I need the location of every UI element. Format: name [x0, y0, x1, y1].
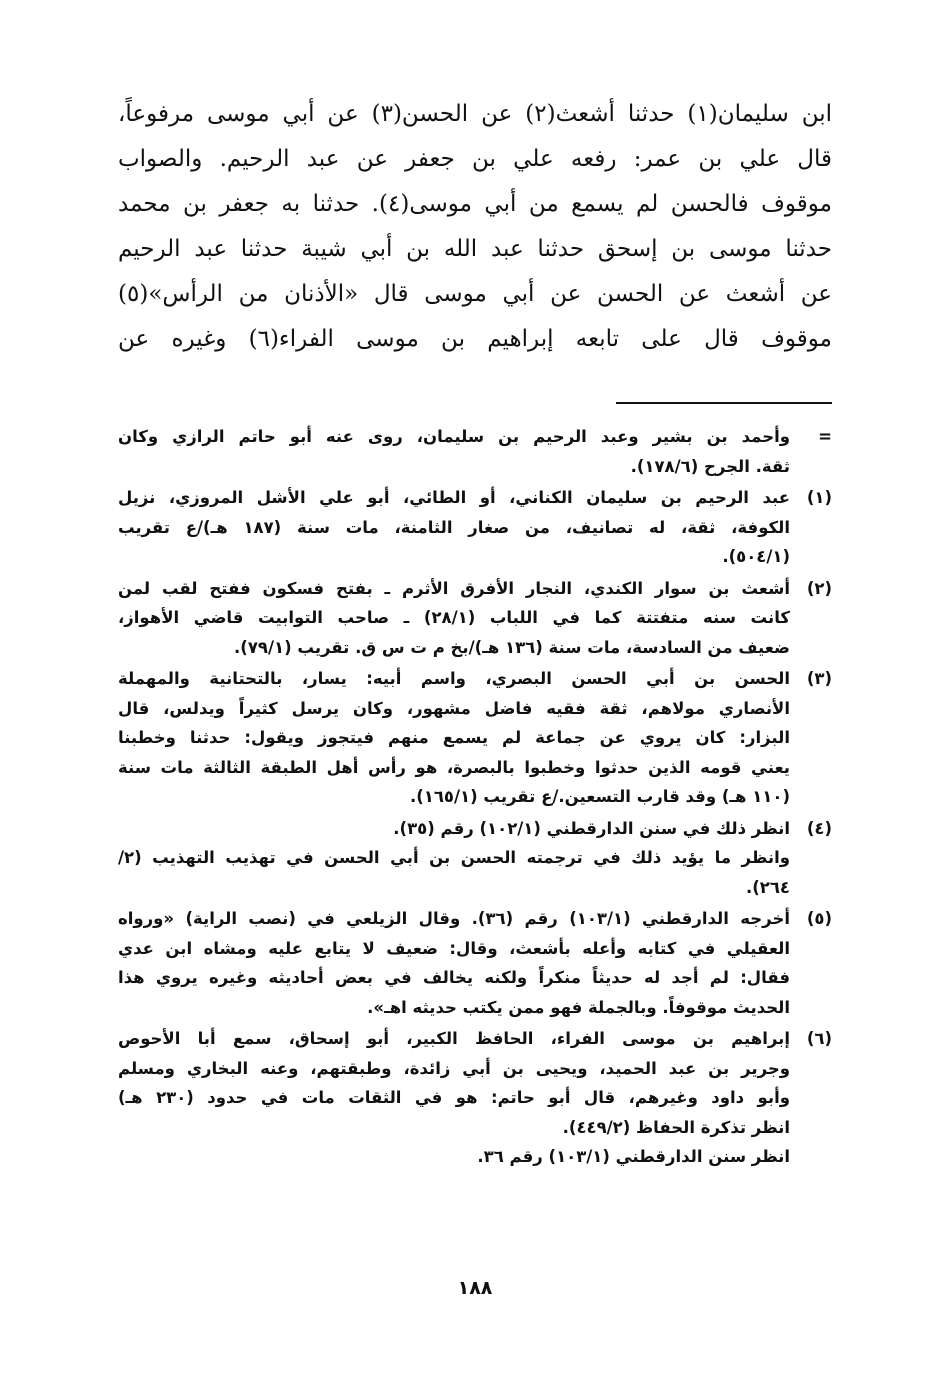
- footnote-number: (٤): [806, 818, 832, 838]
- footnote-number: (٣): [806, 669, 832, 688]
- footnote-line: إبراهيم بن موسى الفراء، الحافظ الكبير، أبو إسحاق، سمع أبا الأحوص: [118, 1029, 790, 1048]
- footnote-line: أشعث بن سوار الكندي، النجار الأفرق الأثرم ـ بفتح فسكون ففتح لقب لمن: [118, 578, 790, 598]
- book-page: [118, 92, 833, 1299]
- footnote-number: (٥): [806, 909, 832, 928]
- footnote-line: وجرير بن عبد الحميد، ويحيى بن أبي زائدة، وطبقتهم، وعنه البخاري ومسلم: [118, 1058, 790, 1078]
- footnote-line: البزار: كان يروي عن جماعة لم يسمع منهم فيتجوز ويقول: حدثنا وخطبنا: [118, 728, 790, 747]
- footnote: [118, 483, 832, 572]
- footnote-line: كانت سنه متفتتة كما في اللباب (٢٨/١) ـ صاحب التوابيت قاضي الأهواز،: [118, 608, 790, 627]
- main-line: عن أشعث عن الحسن عن أبي موسى قال «الأذنان من الرأس»(٥): [118, 281, 832, 307]
- footnote-line: انظر ذلك في سنن الدارقطني (١٠٢/١) رقم (٣٥).: [393, 818, 790, 838]
- footnote-separator: [616, 402, 832, 404]
- footnote-body: [118, 814, 790, 903]
- footnote-line: عبد الرحيم بن سليمان الكناني، أو الطائي، أبو علي الأشل المروزي، نزيل: [118, 488, 790, 507]
- footnote-body: [118, 422, 790, 481]
- footnote-line: وأبو داود وغيرهم، قال أبو حاتم: هو في الثقات مات في حدود (٢٣٠ هـ): [118, 1088, 790, 1107]
- footnote: [118, 422, 832, 481]
- footnote-line: فقال: لم أجد له حديثاً منكراً ولكنه يخالف في بعض أحاديثه وغيره يروي هذا: [118, 968, 790, 987]
- footnote-line: الحسن بن أبي الحسن البصري، واسم أبيه: يسار، بالتحتانية والمهملة: [118, 669, 790, 688]
- footnote-line: (١١٠ هـ) وقد قارب التسعين./ع تقريب (١٦٥/١).: [409, 787, 790, 806]
- footnote-line: ٢٦٤).: [745, 877, 790, 897]
- footnote-line: وأحمد بن بشير وعبد الرحيم بن سليمان، روى عنه أبو حاتم الرازي وكان: [118, 427, 790, 446]
- footnote-line: (٥٠٤/١).: [722, 547, 790, 566]
- footnote-line: ثقة. الجرح (١٧٨/٦).: [630, 456, 790, 476]
- footnote: [118, 664, 832, 812]
- footnote-line: الكوفة، ثقة، له تصانيف، من صغار الثامنة، مات سنة (١٨٧ هـ)/ع تقريب: [118, 517, 791, 537]
- footnote-line: يعني قومه الذين حدثوا وخطبوا بالبصرة، هو رأس أهل الطبقة الثالثة مات سنة: [118, 757, 790, 777]
- footnote-number: (٦): [806, 1029, 832, 1048]
- footnote-number: =: [818, 427, 832, 446]
- footnote-line: ضعيف من السادسة، مات سنة (١٣٦ هـ)/بخ م ت س ق. تقريب (٧٩/١).: [234, 637, 790, 657]
- footnotes: [118, 422, 832, 1174]
- footnote-body: [118, 1024, 790, 1172]
- footnote-line: انظر سنن الدارقطني (١٠٣/١) رقم ٣٦.: [477, 1147, 790, 1166]
- main-line: قال علي بن عمر: رفعه علي بن جعفر عن عبد الرحيم. والصواب: [118, 146, 832, 172]
- footnote-body: [118, 483, 790, 572]
- footnote-line: الحديث موقوفاً. وبالجملة فهو ممن يكتب حديثه اهـ».: [367, 997, 790, 1017]
- main-line: ابن سليمان(١) حدثنا أشعث(٢) عن الحسن(٣) عن أبي موسى مرفوعاً،: [118, 101, 832, 127]
- footnote-line: انظر تذكرة الحفاظ (٤٤٩/٢).: [562, 1117, 790, 1137]
- footnote: [118, 1024, 832, 1172]
- footnote-line: وانظر ما يؤيد ذلك في ترجمته الحسن بن أبي الحسن في تهذيب التهذيب (٢/: [118, 848, 790, 867]
- main-line: موقوف قال على تابعه إبراهيم بن موسى الفراء(٦) وغيره عن: [118, 326, 832, 352]
- footnote-body: [118, 664, 790, 812]
- footnote-line: العقيلي في كتابه وأعله بأشعث، وقال: ضعيف لا يتابع عليه ومشاه ابن عدي: [118, 938, 790, 958]
- main-text: [118, 92, 832, 362]
- page-number: ١٨٨: [457, 1277, 493, 1299]
- footnote: [118, 904, 832, 1022]
- footnote-line: أخرجه الدارقطني (١٠٣/١) رقم (٣٦). وقال الزيلعي في (نصب الراية) «ورواه: [118, 909, 790, 928]
- footnote-number: (٢): [806, 578, 832, 598]
- main-line: حدثنا موسى بن إسحق حدثنا عبد الله بن أبي شيبة حدثنا عبد الرحيم: [118, 236, 832, 262]
- footnote-number: (١): [806, 488, 832, 507]
- footnote-line: الأنصاري مولاهم، ثقة فقيه فاضل مشهور، وكان يرسل كثيراً ويدلس، قال: [118, 698, 790, 718]
- main-line: موقوف فالحسن لم يسمع من أبي موسى(٤). حدثنا به جعفر بن محمد: [118, 191, 833, 217]
- footnote: [118, 574, 832, 663]
- footnote-body: [118, 574, 790, 663]
- footnote-body: [118, 904, 790, 1022]
- footnote: [118, 814, 832, 903]
